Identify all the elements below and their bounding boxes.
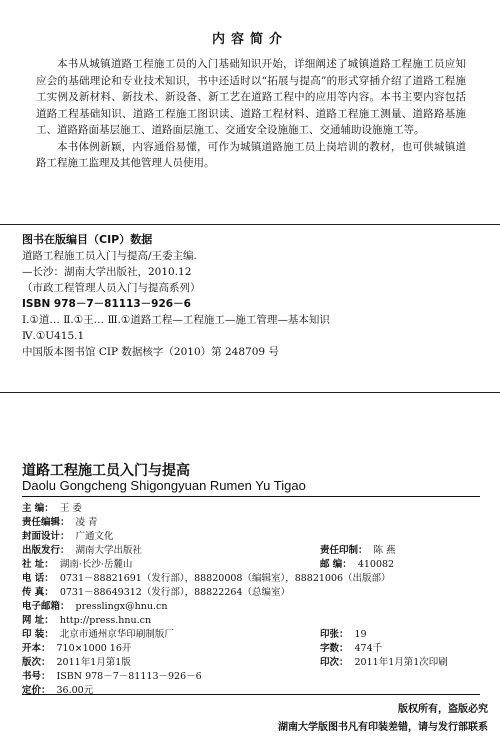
- cip-line: （市政工程管理人员入门与提高系列）: [22, 282, 201, 294]
- publisher-row: [22, 544, 482, 558]
- sheets-value: 19: [354, 629, 367, 640]
- postcode-label: 邮 编：: [320, 559, 352, 570]
- book-pinyin: Daolu Gongcheng Shigongyuan Rumen Yu Tigao: [22, 478, 306, 493]
- cover-row: [22, 530, 114, 544]
- web-label: 网 址：: [22, 615, 54, 626]
- cip-line: Ⅳ.①U415.1: [22, 330, 85, 342]
- email-row: [22, 600, 167, 614]
- format-label: 开本：: [22, 643, 51, 654]
- publisher-label: 出版发行：: [22, 545, 70, 556]
- intro-title: 内容简介: [211, 32, 288, 47]
- editor-label: 主 编：: [22, 503, 54, 514]
- print-resp: [320, 544, 396, 558]
- publisher-value: 湖南大学出版社: [75, 545, 143, 556]
- resp-editor-value: 凌 青: [75, 517, 98, 528]
- email-value: presslingx@hnu.cn: [75, 601, 168, 612]
- edition-value: 2011年1月第1版: [56, 657, 131, 668]
- cip-bottom-rule: [0, 392, 500, 393]
- title-rule: [22, 496, 480, 497]
- web-value: http://press.hnu.cn: [59, 615, 152, 626]
- rights-notice: 版权所有，盗版必究: [398, 704, 488, 715]
- wordcount-value: 474千: [354, 643, 383, 654]
- print-error-notice: 湖南大学版图书凡有印装差错，请与发行部联系: [278, 722, 488, 733]
- postcode-value: 410082: [357, 559, 395, 570]
- wordcount-label: 字数：: [320, 643, 349, 654]
- format-value: 710×1000 16开: [56, 643, 132, 654]
- price-value: 36.00元: [56, 685, 94, 696]
- resp-editor-label: 责任编辑：: [22, 517, 70, 528]
- footer-rule: [22, 694, 480, 695]
- print-resp-label: 责任印制：: [320, 545, 368, 556]
- printing-label: 印次：: [320, 657, 349, 668]
- isbn-row: [22, 670, 202, 684]
- format-row: [22, 642, 482, 656]
- printer-label: 印 装：: [22, 629, 54, 640]
- isbn-label: 书号：: [22, 671, 51, 682]
- web-row: [22, 614, 151, 628]
- cover-label: 封面设计：: [22, 531, 70, 542]
- cip-line: 道路工程施工员入门与提高/王委主编.: [22, 250, 197, 262]
- cip-line: Ⅰ.①道… Ⅱ.①王… Ⅲ.①道路工程—工程施工—施工管理—基本知识: [22, 314, 330, 326]
- printer-row: [22, 628, 482, 642]
- sheets: [320, 628, 367, 642]
- fax-label: 传 真：: [22, 587, 54, 598]
- cip-block: [22, 232, 492, 360]
- editor-row: [22, 502, 82, 516]
- printing-value: 2011年1月第1次印刷: [354, 657, 448, 668]
- phone-label: 电 话：: [22, 573, 54, 584]
- email-label: 电子邮箱：: [22, 601, 70, 612]
- fax-value: 0731－88649312（发行部），88822264（总编室）: [59, 587, 290, 598]
- address-row: [22, 558, 482, 572]
- address-value: 湖南·长沙·岳麓山: [59, 559, 133, 570]
- wordcount: [320, 642, 382, 656]
- printer-value: 北京市通州京华印刷制版厂: [59, 629, 174, 640]
- phone-row: [22, 572, 391, 586]
- price-label: 定价：: [22, 685, 51, 696]
- postcode: [320, 558, 394, 572]
- book-title: 道路工程施工员入门与提高: [22, 463, 190, 479]
- cip-title: 图书在版编目（CIP）数据: [22, 233, 153, 246]
- intro-paragraph-2: 本书体例新颖，内容通俗易懂，可作为城镇道路施工员上岗培训的教材，也可供城镇道路工程施工监理及其他管理人员使用。: [36, 140, 466, 169]
- print-resp-value: 陈 燕: [373, 545, 396, 556]
- edition-label: 版次：: [22, 657, 51, 668]
- cover-value: 广通文化: [75, 531, 114, 542]
- cip-isbn: ISBN 978－7－81113－926－6: [22, 298, 191, 310]
- edition-row: [22, 656, 482, 670]
- phone-value: 0731－88821691（发行部），88820008（编辑室），88821006（出版部）: [59, 573, 391, 584]
- resp-editor-row: [22, 516, 98, 530]
- editor-value: 王 委: [59, 503, 82, 514]
- cip-line: —长沙：湖南大学出版社，2010.12: [22, 266, 192, 278]
- fax-row: [22, 586, 290, 600]
- intro-paragraph-1: 本书从城镇道路工程施工员的入门基础知识开始，详细阐述了城镇道路工程施工员应知应会的基础理论和专业技术知识，书中还适时以“拓展与提高”的形式穿插介绍了道路工程施工实例及新材料、新技术、新设备、新工艺在道路工程中的应用等内容。本书主要内容包括道路工程基础知识、道路工程施工图识读、道路工程材料、道路工程施工测量、道路路基施工、道路路面基层施工、道路面层施工、交通安全设施施工、交通辅助设施施工等。: [36, 58, 466, 136]
- address-label: 社 址：: [22, 559, 54, 570]
- sheets-label: 印张：: [320, 629, 349, 640]
- cip-line: 中国版本图书馆 CIP 数据核字（2010）第 248709 号: [22, 346, 279, 358]
- price-row: [22, 684, 93, 698]
- intro-text: [36, 56, 466, 172]
- cip-top-rule: [0, 224, 500, 225]
- isbn-value: ISBN 978－7－81113－926－6: [56, 671, 202, 682]
- printing: [320, 656, 448, 670]
